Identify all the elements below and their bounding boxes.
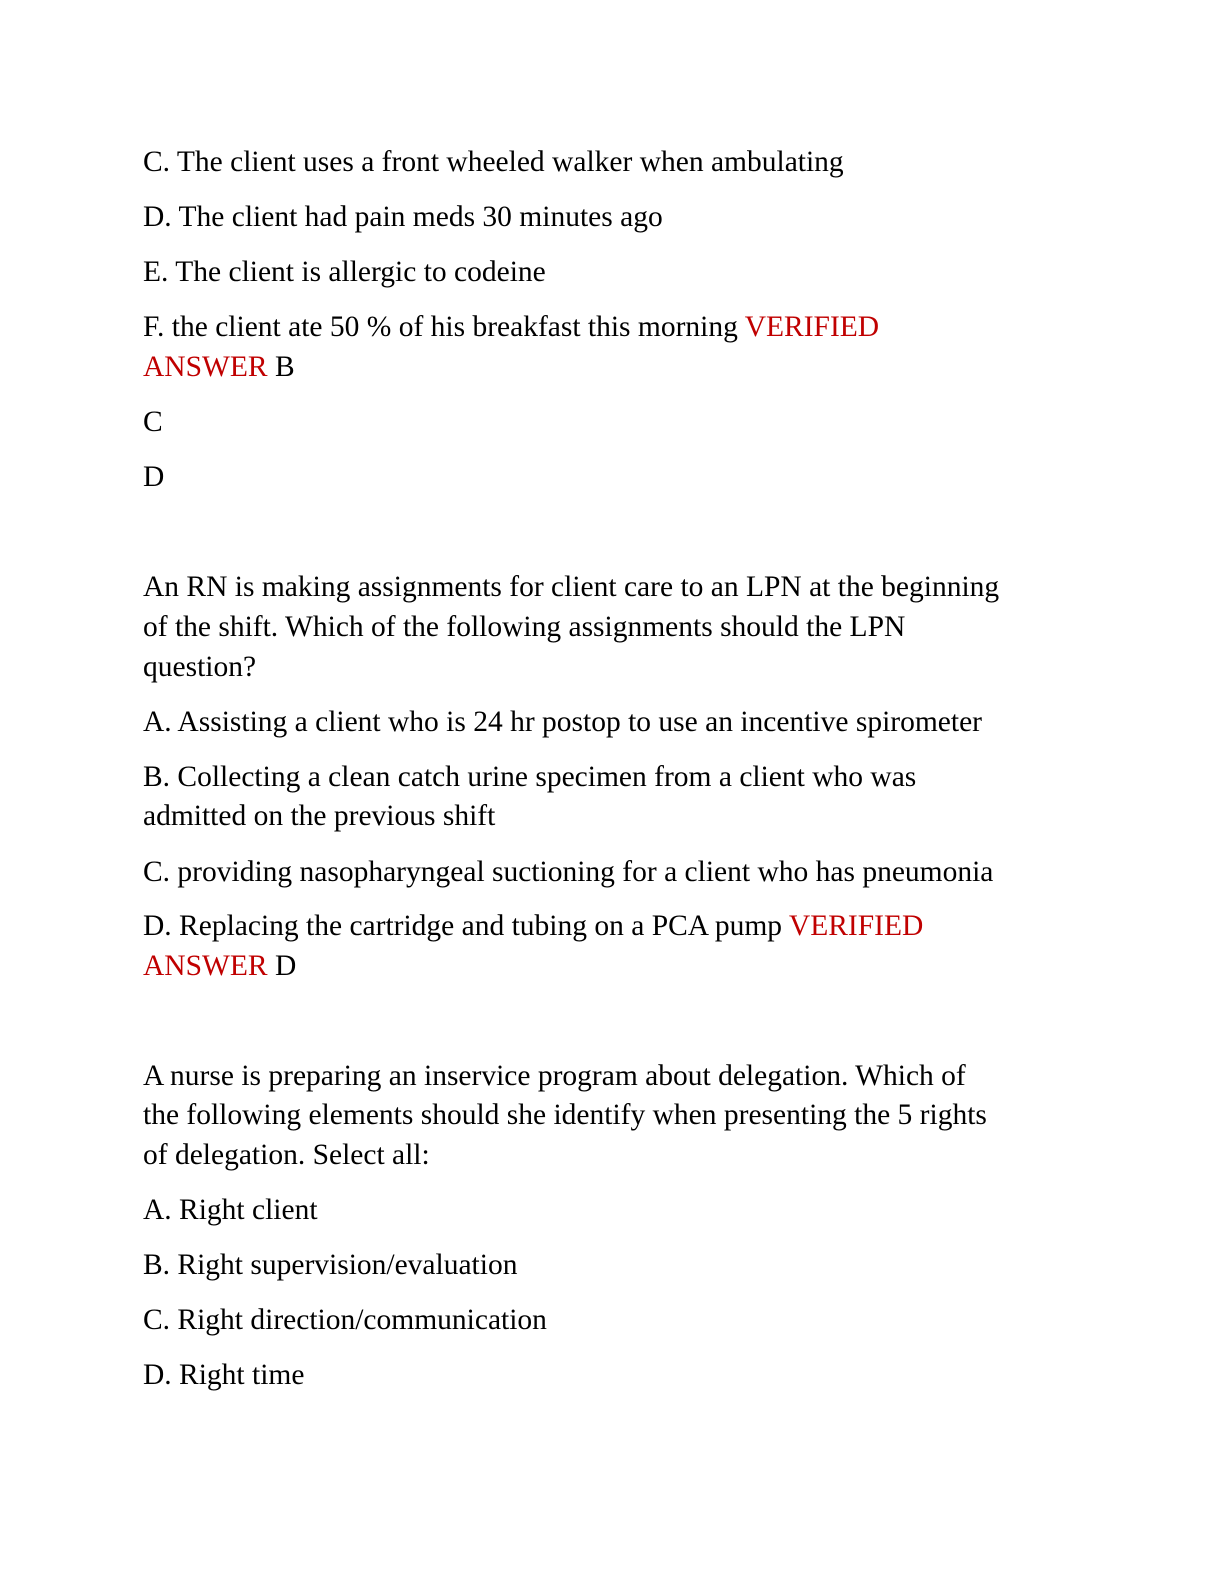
verified-label: ANSWER — [143, 950, 268, 982]
option-text: B. Collecting a clean catch urine specimen from a client who was — [143, 761, 917, 793]
question-3-option-a — [143, 1190, 318, 1230]
question-2-stem-line-1 — [143, 567, 999, 607]
question-3-stem-line-2 — [143, 1095, 987, 1135]
question-2-answer — [143, 946, 296, 986]
option-d-pain-meds — [143, 197, 663, 237]
question-3-option-b — [143, 1245, 517, 1285]
option-text: E. The client is allergic to codeine — [143, 256, 546, 288]
option-text: A. Assisting a client who is 24 hr postop to use an incentive spirometer — [143, 706, 982, 738]
question-2-option-c — [143, 852, 993, 892]
answer-line-2 — [143, 402, 163, 442]
option-text: D. The client had pain meds 30 minutes ago — [143, 201, 663, 233]
question-2-option-a — [143, 702, 982, 742]
option-text: F. the client ate 50 % of his breakfast this morning — [143, 311, 745, 343]
answer-value: D — [267, 950, 297, 982]
verified-label: VERIFIED — [744, 311, 880, 343]
question-text: the following elements should she identify when presenting the 5 rights — [143, 1099, 987, 1131]
option-text: D. Right time — [143, 1359, 305, 1391]
question-text: question? — [143, 651, 257, 683]
question-3-stem-line-1 — [143, 1056, 966, 1096]
verified-label: ANSWER — [143, 351, 268, 383]
question-3-option-d — [143, 1355, 304, 1395]
question-2-option-d — [143, 906, 923, 946]
option-text: C. Right direction/communication — [143, 1304, 547, 1336]
question-text: of delegation. Select all: — [143, 1139, 430, 1171]
question-text: of the shift. Which of the following assignments should the LPN — [143, 611, 906, 643]
option-c-walker — [143, 142, 844, 182]
verified-label: VERIFIED — [788, 910, 924, 942]
option-text: A. Right client — [143, 1194, 318, 1226]
question-2-option-b-line-1 — [143, 757, 916, 797]
option-e-allergy — [143, 252, 546, 292]
question-text: An RN is making assignments for client care to an LPN at the beginning — [143, 571, 1000, 603]
answer-value: B — [267, 351, 295, 383]
question-2-option-b-line-2 — [143, 796, 495, 836]
option-text: B. Right supervision/evaluation — [143, 1249, 518, 1281]
question-2-stem-line-3 — [143, 647, 256, 687]
option-text: D. Replacing the cartridge and tubing on a PCA pump — [143, 910, 789, 942]
answer-line-1 — [143, 347, 295, 387]
question-2-stem-line-2 — [143, 607, 905, 647]
answer-line-3 — [143, 457, 164, 497]
option-text: C. The client uses a front wheeled walker when ambulating — [143, 146, 844, 178]
question-3-stem-line-3 — [143, 1135, 430, 1175]
option-f-breakfast — [143, 307, 879, 347]
option-text: C. providing nasopharyngeal suctioning for a client who has pneumonia — [143, 856, 994, 888]
question-text: A nurse is preparing an inservice program about delegation. Which of — [143, 1060, 966, 1092]
question-3-option-c — [143, 1300, 547, 1340]
option-text: admitted on the previous shift — [143, 800, 496, 832]
answer-value: D — [143, 461, 165, 493]
answer-value: C — [143, 406, 163, 438]
